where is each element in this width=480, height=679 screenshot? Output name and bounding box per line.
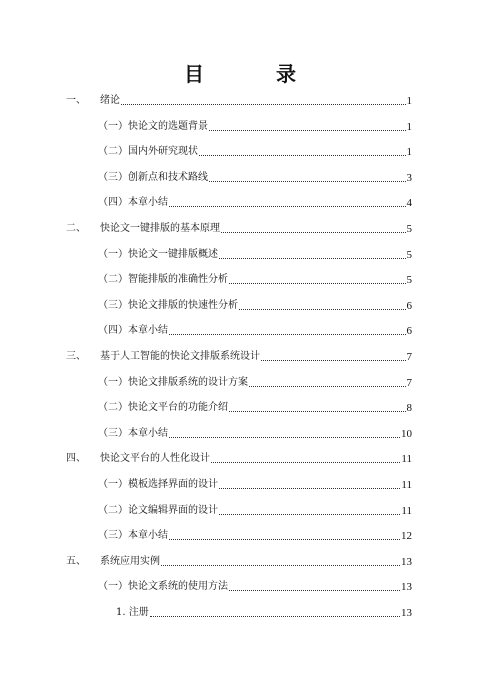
toc-entry-page-number: 10 xyxy=(401,427,412,440)
toc-entry-title: （二）国内外研究现状 xyxy=(98,146,198,158)
toc-leader-dots xyxy=(229,282,406,284)
toc-entry[interactable] xyxy=(98,425,412,441)
toc-leader-dots xyxy=(169,538,400,540)
toc-entry[interactable] xyxy=(98,143,412,159)
toc-leader-dots xyxy=(169,333,406,335)
toc-entry[interactable] xyxy=(66,220,412,236)
toc-leader-dots xyxy=(249,385,406,387)
toc-entry-title: （三）创新点和技术路线 xyxy=(98,171,208,183)
toc-entry-number: 一、 xyxy=(66,95,86,106)
toc-leader-dots xyxy=(199,154,406,156)
toc-entry-page-number: 8 xyxy=(406,402,412,415)
toc-entry-title: 基于人工智能的快论文排版系统设计 xyxy=(100,351,260,362)
toc-entry-title: （一）快论文的选题背景 xyxy=(98,120,208,132)
toc-entry-title: （二）智能排版的准确性分析 xyxy=(98,274,228,286)
toc-leader-dots xyxy=(161,564,400,566)
toc-leader-dots xyxy=(150,615,400,617)
toc-entry[interactable] xyxy=(98,297,412,313)
toc-entry-page-number: 13 xyxy=(401,607,412,619)
toc-leader-dots xyxy=(219,513,400,515)
toc-entry[interactable] xyxy=(98,527,412,543)
toc-entry-page-number: 4 xyxy=(406,197,412,210)
toc-entry-title: （三）快论文排版的快速性分析 xyxy=(98,299,238,311)
toc-leader-dots xyxy=(219,257,406,259)
toc-entry-number: 三、 xyxy=(66,351,86,362)
toc-leader-dots xyxy=(121,103,406,105)
toc-entry[interactable] xyxy=(98,271,412,287)
toc-entry-title: （一）快论文排版系统的设计方案 xyxy=(98,376,248,388)
toc-entry-number: 五、 xyxy=(66,555,86,567)
toc-entry-number: 二、 xyxy=(66,223,86,234)
toc-leader-dots xyxy=(209,129,406,131)
page-title: 目 录 xyxy=(184,62,322,86)
toc-entry-page-number: 1 xyxy=(406,120,412,133)
toc-entry-page-number: 5 xyxy=(406,274,412,287)
toc-entry-title: （一）快论文一键排版概述 xyxy=(98,248,218,260)
toc-entry[interactable] xyxy=(98,578,412,594)
toc-entry-page-number: 7 xyxy=(406,351,412,363)
toc-entry[interactable] xyxy=(98,399,412,415)
toc-entry[interactable] xyxy=(98,169,412,185)
toc-entry-title: 快论文一键排版的基本原理 xyxy=(100,223,220,234)
toc-entry-page-number: 11 xyxy=(401,479,412,491)
toc-entry[interactable] xyxy=(98,246,412,262)
toc-entry-title: （四）本章小结 xyxy=(98,325,168,337)
toc-entry-page-number: 5 xyxy=(406,223,412,235)
toc-leader-dots xyxy=(169,205,406,207)
toc-entry[interactable] xyxy=(98,322,412,338)
toc-entry[interactable] xyxy=(98,374,412,390)
toc-entry-number: 四、 xyxy=(66,453,86,465)
toc-entry-page-number: 6 xyxy=(406,299,412,312)
toc-entry-title: （三）本章小结 xyxy=(98,530,168,542)
toc-entry[interactable] xyxy=(98,476,412,492)
toc-leader-dots xyxy=(169,436,400,438)
toc-entry-title: 1. 注册 xyxy=(116,607,149,618)
toc-entry-title: 绪论 xyxy=(100,95,120,106)
toc-leader-dots xyxy=(211,461,400,463)
toc-entry-page-number: 7 xyxy=(406,376,412,389)
toc-entry[interactable] xyxy=(66,450,412,466)
toc-entry[interactable] xyxy=(116,604,412,620)
toc-entry-page-number: 13 xyxy=(401,581,412,594)
toc-entry-title: （一）模板选择界面的设计 xyxy=(98,479,218,490)
toc-entry-page-number: 1 xyxy=(406,146,412,159)
toc-entry[interactable] xyxy=(66,348,412,364)
toc-leader-dots xyxy=(229,410,406,412)
toc-leader-dots xyxy=(209,180,406,182)
toc-leader-dots xyxy=(221,231,406,233)
toc-leader-dots xyxy=(261,359,406,361)
toc-leader-dots xyxy=(229,589,400,591)
toc-leader-dots xyxy=(239,308,406,310)
toc-entry-page-number: 3 xyxy=(406,171,412,184)
toc-entry[interactable] xyxy=(66,553,412,569)
toc-entry-page-number: 11 xyxy=(401,453,412,466)
toc-entry[interactable] xyxy=(98,118,412,134)
toc-leader-dots xyxy=(219,487,400,489)
toc-entry-page-number: 5 xyxy=(406,248,412,261)
toc-entry-page-number: 13 xyxy=(401,555,412,568)
toc-entry-title: （二）论文编辑界面的设计 xyxy=(98,504,218,516)
toc-entry-title: 快论文平台的人性化设计 xyxy=(100,453,210,465)
toc-entry[interactable] xyxy=(98,194,412,210)
toc-entry-title: （三）本章小结 xyxy=(98,427,168,439)
toc-entry[interactable] xyxy=(98,502,412,518)
toc-entry-title: （二）快论文平台的功能介绍 xyxy=(98,402,228,414)
toc-entry-title: 系统应用实例 xyxy=(100,555,160,567)
toc-entry-page-number: 6 xyxy=(406,325,412,338)
toc-entry[interactable] xyxy=(66,92,412,108)
toc-entry-page-number: 11 xyxy=(401,504,412,517)
toc-entry-page-number: 1 xyxy=(406,95,412,107)
toc-entry-page-number: 12 xyxy=(401,530,412,543)
toc-entry-title: （四）本章小结 xyxy=(98,197,168,209)
toc-entry-title: （一）快论文系统的使用方法 xyxy=(98,581,228,593)
